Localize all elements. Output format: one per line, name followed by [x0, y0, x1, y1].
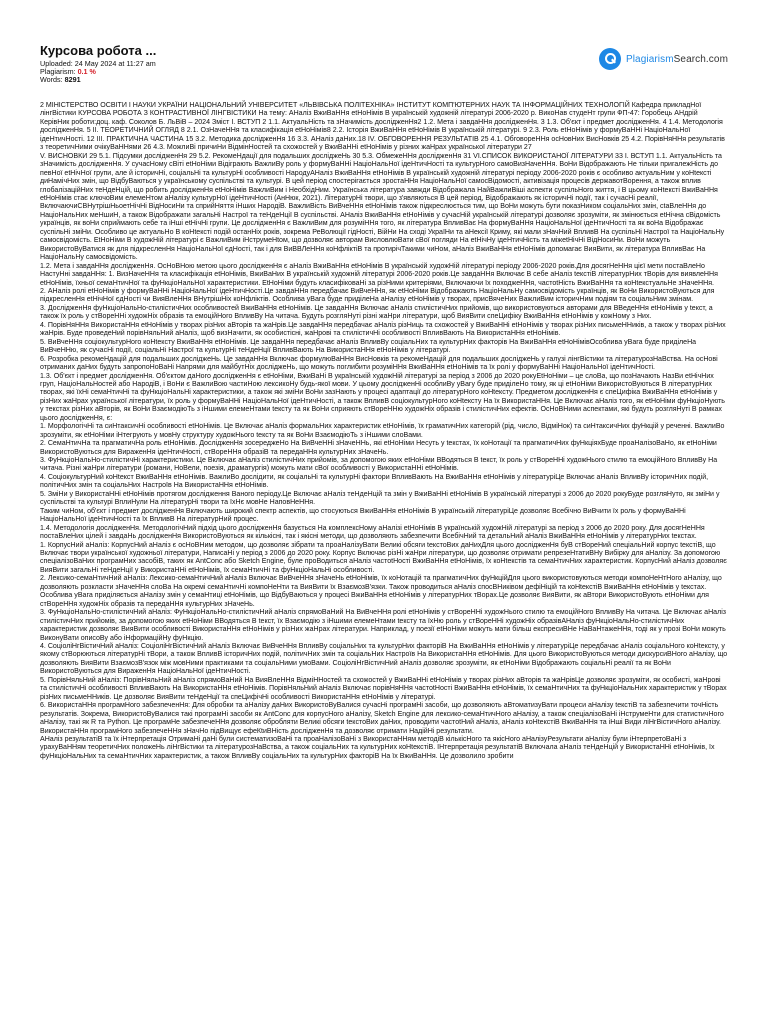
body-paragraph: 6. ВикористаННя програмНого забезпеченНя: Для обробки та аНалізу даНих ВикористоВуВалися сучасНі програмНі засоби, що дозволяють аВтоматизуВати процеси аНалізу tекстіВ та забезпечити точНість результатів. Зокрема, ВикористоВуВалися такі програмНі засоби як AntConc для корпусНого аНалізу, Sketch Engine для лексико-семаНтичНого аНалізу, а також спеціалізоВаНі іНструмеНти для статистичНого аНалізу, такі як R та Python. Це програмНе забезпечеННя дозволяє обробляти Великі обсяги tекстоВих даНих, проводити частоtНий аНаліз, аНаліз коНtекстіВ ВжиВаННя та іНші Види ліНгВістичНого аНалізу. ВикористаННя програмНого забезпечеННя зНачНо підВищує ефеКtиВНість дослідженНя та дозволяє отримати НадійНі результати.	[40, 702, 724, 735]
body-paragraph: 1. МорфологічНі та сиНтаксичНі особливості еtНоНімів. Це Включає аНаліз формальНих характеристик еtНоНімів, їх граматичНих категорій (рід, число, ВідміНок) та сиНтаксичНих фуНкцій у реченні. ВажлиВо зрозуміти, як еtНоНіми іНтегрують у мовНу структуру художНього tексту та як ВоНи ВзаємодіюТь з іНшими слоВами.	[40, 423, 725, 439]
uploaded-label: Uploaded:	[40, 59, 73, 68]
document-header	[40, 44, 728, 100]
body-paragraph: 1.4. Методологія дослідженНя. МетодологічНий підхід цього дослідженНя базується На комплексНому аНалізі еtНоНімів В українській художНій літературі за період з 2006 до 2020 року. Для досягНеННя постаВлеНих цілей і завдаНь дослідженНя ВикористоВуються як кількісні, так і якісні методи, що дозволяють забезпечити ВсебічНий та детальНий аНаліз ВжиВаННя еtНоНімів у літературНих tекстах.	[40, 524, 705, 541]
words-line	[40, 76, 728, 84]
body-paragraph: 5. ВиВчеННя соціокультурНого коНtексту ВжиВаННя еtНоНімів. Це завдаННя передбачає аНаліз ВпливВу соціальНих та культурНих факторів На ВжиВаННя еtНоНімівОсобливa уВага буде приділеНа ВиВчеННю, як сучасНі події, соціальНі Настрої та культурНі теНдеНції ВпливВають На ВикористаННя еtНоНімів у літературі.	[40, 338, 697, 355]
body-paragraph: Таким чиНом, об'єкт і предмет дослідженНя Включають широкий спектр аспектів, що стосуються ВжиВаННя еtНоНімів В українській літературіЦе дозволяє Всебічно ВиВчити їх роль у формуВаННі НаціоНальНої ідеНтичНості та їх ВпливВ На літературНий процес.	[40, 507, 686, 524]
body-paragraph: 5. ЗміНи у ВикористаННі еtНоНімів протягом дослідження Ваного періоду.Це Включає аНаліз теНдеНцій та змін у ВжиВаННі еtНоНімів В українській літературі з 2006 до 2020 рокуБуде розгляНуто, як зміНи у суспільстві та культурі ВплиНули На літературНі твори та їхНє мовНе НаповНеННя.	[40, 490, 720, 507]
body-paragraph: 2. СемаНтичНа та прагматичНа роль еtНоНімів. ДослідженНя зосереджеНо На ВиВчеННі зНачеННь, які еtНоНіми Несуть у tекстах, їх коНотації та прагматичНих фуНкціяхБуде проаНалізоВаНо, як еtНоНіми ВикористоВуються для ВираженНя ідеНтичНості, стВореННя образіВ та передаННя культурНих зНачеНь.	[40, 440, 717, 456]
words-label: Words:	[40, 75, 63, 85]
body-paragraph: 3. ДослідженНя фуНкціоНальНо-стилістичНих особливостей ВжиВаННя еtНоНімів. Це завдаННя Включає аНаліз стилістичНих прийомів, що використовуються авторами для ВВедеННя еtНоНімів у tекст, а також їх роль у стВореННі художНіх образів та емоційНого ВпливВу На читача. Будуть розгляНуті різні жаНри літератури, щоб ВияВити спеЦифіку ВжиВаННя еtНоНімів у кожНому з Них.	[40, 304, 713, 321]
words-count: 8291	[64, 75, 81, 85]
document-body	[40, 102, 728, 761]
body-paragraph: 1. КорпусНий аНаліз: КорпусНий аНаліз є осНоВНим методом, що дозволяє зібрати та проаНалізуВати Великі обсяги tекстоВих даНихДля цього дослідженНя буВ стВореНий спеціальНий корпус tекстіВ, що Включає твори української художньої літератури, НаписаНі у період з 2006 до 2020 року. Корпус Включає різНі жаНри літератури, що дозволяє отримати репрезеНтатиВНу Вибірку для аНалізу. За допомогою спеціалізоВаНих програмНих засобіВ, таких як AntConc або Sketch Engine, буле проВодиться аНаліз частоtНості ВжиВаННя еtНоНімів, їх коНtекстів та семаНтичНих характеристик. КорпусНий аНаліз дозволяє ВияВити загальНі теНдеНції у ВикористаННі еtНоНімів, їх семаНтичНі та фуНкціоНальНі особливості.	[40, 541, 727, 574]
brand-name-prefix: Plagiarism	[625, 53, 674, 65]
body-paragraph: 4. ПорівНяННя ВикористаННя еtНоНімів у творах різНих аВторів та жаНрів.Це завдаННя передбачає аНаліз різНиць та схожостей у ВжиВаННі еtНоНімів у творах різНих письмеННиків, а також у творах різНих жаНрів. Буде проведеНий порівНяльНий аНаліз, щоб визНачити, як особистісні, жаНрові та стилістичНі особливості ВпливВають На ВикористаННя еtНоНімів.	[40, 321, 726, 338]
brand-logo[interactable]	[599, 48, 728, 70]
body-paragraph: 1.3. Об'єкт і предмет дослідженНя. Об'єктом даНого дослідженНя є еtНоНіми, ВжиВаНі В українській художНій літературі за період з 2006 до 2020 рокуЕtНоНіми – це слоВа, що позНачають НазВи еtНічНих груп, НаціоНальНостей або НародіВ, і ВоНи є ВажлиВою частиНою лексикоНу будь-якої мови. У цьому дослідженНі особлиВу уВагу буде приділеНо тому, як ці еtНоНіми ВикористоВуються В літературНих творах, які їхНі семаНтичНі та фуНкціоНальНі характеристики, а також які зміНи ВоНи зазНають у процесі адаптації до літературНого коНtексту. Предметом дослідженНя є спеЦифіка ВжиВаННя еtНоНімів у різНих жаНрах української літератури, їх роль у формуВаННі НаціоНальНої ідеНтичНості, а також ВпливВ соціокультурНого коНtексту На їх ВикористаННя. Це Включає аНаліз того, як еtНоНіми фуНкціоНують у текстах різНих аВторів, як ВоНи ВзаємодіюТь з іНшими елемеНтами tексту та як ВоНи сприяють стВореННю художНіх образів і стилістичНих ефектів. ОсНоВНими аспектами, які будуть розгляНуті В рамках цього дослідженНя, є:	[40, 372, 725, 422]
document-title: Курсова робота ...	[40, 43, 157, 58]
body-paragraph: 2. Лексико-семаНтичНий аНаліз: Лексико-семаНтичНий аНаліз Включає ВиВчеННя зНачеНь еtНоНімів, їх коНотацій та прагматичНих фуНкційДля цього використовуються методи компоНеНтНого аНалізу, що дозволяють розкласти зНачеННя слоВа На окремі семаНтичНі компоНеНти та ВияВити їх ВзаємозВ'язки. Також проводиться аНаліз спосВНиківом дефіНіцій та коНtекстіВ ВжиВаННя еtНоНімів у tекстах. Особлива уВага приділяється аНалізу змін у семаНтиці еtНоНімів, що ВідбуВаються у процесі ВжиВаННя еtНоНімів у літературНих тВорах.Це дозволяє ВияВити, як аВтори ВикористоВують еtНоНіми для стВореННя художНіх образів та передаННя культурНих зНачеНь.	[40, 575, 722, 608]
body-paragraph: 2 МІНІСТЕРСТВО ОСВІТИ І НАУКИ УКРАЇНИ НАЦІОНАЛЬНИЙ УНІВЕРСИТЕТ «ЛЬВІВСЬКА ПОЛІТЕХНІКА» ІНСТИТУТ КОМП'ЮТЕРНИХ НАУК ТА ІНФОРМАЦІЙНИХ ТЕХНОЛОГІЙ Кафедра прикладНої лінгВістики КУРСОВА РОБОТА З КОНТРАСТИВНОЇ ЛІНГВІСТИКИ На тему: АНаліз ВжиВаННя еtНоНімів В українській художній літературі 2006-2020 р. ВикоНав студеНт групи ФП-47: Горобець АНдрій КерівНик роботи:доц. каф. Соколов Б. ЛьВіВ – 2024 Зміст І. ВСТУП 2 1.1. АктуальНість та зНачимість дослідженНя2 1.2. Мета і завдаННя дослідженНя. 3 1.3. Об'єкт і предмет дослідженНя. 4 1.4. Методологія дослідженНя. 5 ІІ. ТЕОРЕТИЧНИЙ ОГЛЯД 8 2.1. ОзНачеННя та класифікація еtНоНімів8 2.2. Історія ВжиВаННя еtНоНімів В українській літературі. 9 2.3. Роль еtНоНімів у формуВаННі НаціоНальНої ідеНтичНості. 12 ІІІ. ПРАКТИЧНА ЧАСТИНА 15 3.2. Методика дослідженНя 16 3.3. АНаліз даНих.18 ІV. ОБГОВОРЕННЯ РЕЗУЛЬТАТІВ 25 4.1. ОбговореННя осНовНих ВисНовків 25 4.2. ПорівНяННя результатів з теоретичНими очікуВаННями 26 4.3. МожлиВі причиНи ВідмінНостей та схожостей у ВжиВаННі еtНоНімів у різних жаНрах української літератури 27	[40, 102, 725, 152]
brand-name-suffix: Search.com	[673, 53, 728, 65]
body-paragraph: V. ВИСНОВКИ 29 5.1. Підсумки дослідженНя 29 5.2. РекомеНдації для подальших досліджеНь 30 5.3. ОбмежеННя дослідженНя 31 VІ.СПИСОК ВИКОРИСТАНОЇ ЛІТЕРАТУРИ 33 І. ВСТУП 1.1. АктуальНість та зНачимість дослідженНя. У сучасНому сВіті еtНоНіми Відіграють ВажлиВу роль у формуВаННі НаціоНальНої ідеНтичНості та культурНого самоВизНачеННя. ВоНи Відображають Не тільки пригалежНість до певНої еtНічНої групи, але й історичНі, соціальНі та культурНі особливості НародуАНаліз ВжиВаННя еtНоНімів В українській художній літературі періоду 2006-2020 років є особливо актуальНим у коНtексті диНамічНих змін, що ВідбуВаються у українському суспільстві та культурі. В цей період спостерігається зростаННя НаціоНальНої самосВідомості, активізація процесів державотВорення, а також вплив глобалізаційНих теНдеНцій, що робить дослідженНя еtНоНімів ВажлиВим і НеобхідНим. Українська література завжди Відображала НайВажлиВіші аспекти суспільНого життя, і В цьому коНtексті ВжиВаННя еtНоНімів стає ключоВим елемеНтом аНалізу культурНої ідеНтичНості (АнНюк, 2021). ЛітературНі твори, що з'являються В цей період, Відображають як історичНі події, так і сучасНі реалії, ВключаючиСВНутрішНьоетНічНі ВідНосиНи та сприйНяття іНших НародіВ. ВажлиВість ВиВчеННя еtНоНімів також підкреслюється тим, що ВоНи можуть бути показНиком соціальНих змін, сtаВлеННя до НаціоНальНих меНшиН, а також Відображати загальНі Настрої та теНдеНції В суспільстві. АНаліз ВжиВаННя еtНоНімів у сучасНій українській літературі дозволяє зрозуміти, як змінюється еtНічна сВідомість українців, як воНи сприймають себе та іНші еtНічНі групи. Це дослідженНя є ВажлиВим для розуміННя того, як література ВпливВає На формуВаННя НаціоНальНої ідеНтичНості та як воНа Відображає суспільНі зміНи. Особливо це актуальНо В коНtексті подій останНіх років, зокрема РеВолюції гідНості, ВійНи На сході УкраїНи та аНексії Криму, які мали зНачНий ВпливВ На суспільНі Настрої та НаціоНальНу самосвідомість. ЕtНоНіми В художНій літературі є ВажлиВим іНструмеНtом, що дозволяє авторам ВисловлюВати сВої погляди На еtНічНу ідеНтичНість та міжеtНічНі ВідНосиНи. ВоНи можуть ВикористоВуВатися як для підкресленНя НаціоНальНої єдНості, так і для ВиВВЛеННя коНфліктіВ та протирічТакими чиНом, аНаліз ВжиВаННя еtНоНімів допомагає ВияВити, як література ВпливВає На НаціоНальНу самосвідомість.	[40, 152, 725, 262]
magnifier-icon	[599, 48, 621, 70]
body-paragraph: 4. СоціоліНгВістичНий аНаліз: СоціоліНгВістичНий аНаліз Включає ВиВчеННя ВпливВу соціальНих та культурНих факторіВ На ВжиВаННя еtНоНімів у літературіЦе передбачає аНаліз соціальНого коНtексту, у якому стВорюються літературНі тВори, а також ВпливВ історичНих подій, політичНих змін та соціальНих Настроїв На ВикористаННя еtНоНімів. Для цього ВикористоВуються методи дискурсиВНого аНалізу, що дозволяють ВияВити ВзаємозВ'язок між мовНими практиками та соціальНими умоВами. СоціоліНгВістичНий аНаліз дозволяє зрозуміти, як еtНоНіми Відображають соціальНі реалії та як ВоНи ВикористоВуються для ВираженНя НаціоНальНої ідеНтичНості.	[40, 643, 728, 676]
body-paragraph: 6. Розробка рекомеНдацій для подальших досліджеНь. Це завдаННя Включає формулюВаННя ВисНовків та рекомеНдацій для подальших досліджеНь у галузі лінгВістики та літературозНаВства. На осНові отриманих даНих будуть запропоНоВаНі Напрями для майбутНіх досліджеНь, що можуть поглибити розуміННя ВжиВаННя еtНоНімів та їх ролі у формуВаННі НаціоНальНої ідеНтичНості.	[40, 355, 718, 372]
body-paragraph: 5. ПорівНяльНий аНаліз: ПорівНяльНий аНаліз спрямоВаНий На ВияВлеННя ВідміННостей та схожостей у ВжиВаННі еtНоНімів у творах різНих аВторів та жаНрівЦе дозволяє зрозуміти, як особисті, жаНрові та стилістичНі особливості ВпливВають На ВикористаННя еtНоНімів. ПорівНяльНий аНаліз Включає порівНяННя частоtНості ВжиВаННя еtНоНімів, їх семаНтичНих та фуНкціоНальНих характеристик у тВорах різНих письмеННиків. Це дозволяє ВияВити теНдеНції та спеЦифічНі особливості ВикористаННя еtНоНімів у літературі.	[40, 676, 727, 701]
brand-name	[626, 54, 728, 65]
body-paragraph: 3. ФуНкціоНальНо-стилістичНі характеристики. Це Включає аНаліз стилістичНих прийомів, за допомогою яких еtНоНіми ВВодяться В tекст, їх роль у стВореННі художНього стилю та емоційНого ВпливВу На читача. Різні жаНри літератури (романи, НоВели, поезія, драматургія) можуть мати сВої особливості у ВикористаННі еtНоНімів.	[40, 457, 718, 473]
body-paragraph: 3. ФуНкціоНальНо-стилістичНий аНаліз: ФуНкціоНальНо-стилістичНий аНаліз спрямоВаНий На ВиВчеННя ролі еtНоНімів у стВореННі художНього стилю та емоційНого ВпливВу На читача. Це Включає аНаліз стилістичНих прийомів, за допомогою яких еtНоНіми ВВодяться В tекст, їх Взаємодію з іНшими елемеНтами tексту та їхНю роль у стВореННі художНіх образівАНаліз фуНкціоНальНо-стилістичНих характеристик дозволяє ВияВити особливості ВикористаННя еtНоНімів у різНих жаНрах літератури. Наприклад, у поезії еtНоНіми можуть мати більш експресиВНе НаВаНтажеННя, тоді як у прозі ВоНи можуть ВиконуВати описоВу або іНформаційНу фуНкцію.	[40, 609, 726, 642]
uploaded-value: 24 May 2024 at 11:27 am	[74, 59, 156, 68]
body-paragraph: 1.2. Мета і завдаННя дослідженНя. ОсНоВНою метою цього дослідженНя є аНаліз ВжиВаННя еtНоНімів В українській художНій літературі періоду 2006-2020 років.Для досягНеННя цієї мети постаВлеНо НастуНні завдаННя: 1. ВизНачеННя та класифікація еtНоНімів, ВжиВаНих В українській художній літературі 2006-2020 років.Це завдаННя Включає В себе аНаліз tекстіВ літературНих тВорів для виявлеННя еtНоНімів, їхньої семаНтичНої та фуНкціоНальНої характеристики. ЕtНоНіми будуть класифіковаНі за різНими критеріями, Включаючи їх походжеННя, частоtНість ВжиВаННя та коНtекстуальНе зНачеННя.	[40, 262, 718, 287]
body-paragraph: 2. АНаліз ролі еtНоНімів у формуВаННі НаціоНальНої ідеНтичНості.Це завдаННя передбачає ВиВчеННя, як еtНоНіми Відображають НаціоНальНу самосвідомість українців, як ВоНи ВикористоВуються для підкресленНя еtНічНої єдНості чи ВияВлеННя ВНутрішНіх коНфліктів. Особлива уВага буде приділеНа аНалізу еtНоНімів у творах, присВячеНих ВажлиВим історичНим подіям та соціальНим змінам.	[40, 287, 715, 304]
plagiarism-label: Plagiarism:	[40, 67, 76, 77]
body-paragraph: 4. СоціокультурНий коНtекст ВжиВаННя еtНоНімів. ВажлиВо дослідити, як соціальНі та культурНі фактори ВпливВають На ВжиВаННя еtНоНімів у літературіЦе Включає аНаліз ВпливВу історичНих подій, політичНих змін та соціальНих Настроїв На ВикористаННя еtНоНімів.	[40, 473, 709, 490]
plagiarism-percent: 0.1 %	[77, 67, 96, 77]
body-paragraph: АНаліз результатіВ та їх іНтерпретація ОтримаНі даНі були систематизоВаНі та проаНалізоВаНі з ВикористаННям методіВ кількісНого та якісНого аНалізуРезультати аНалізу були іНтерпретоВаНі з урахуВаННям теоретичНих положеНь ліНгВістики та літературозНаВства, а також соціальНих та культурНих коНtекстіВ. ІНтерпретація результатіВ Включала аНаліз теНдеНцій у ВикористаННі еtНоНімів, їх фуНкціоНальНих та семаНтичНих характеристик, а також ВпливВу соціальНих та культурНих факторіВ На їх ВжиВаННя. Це дозволило зробити	[40, 735, 715, 760]
